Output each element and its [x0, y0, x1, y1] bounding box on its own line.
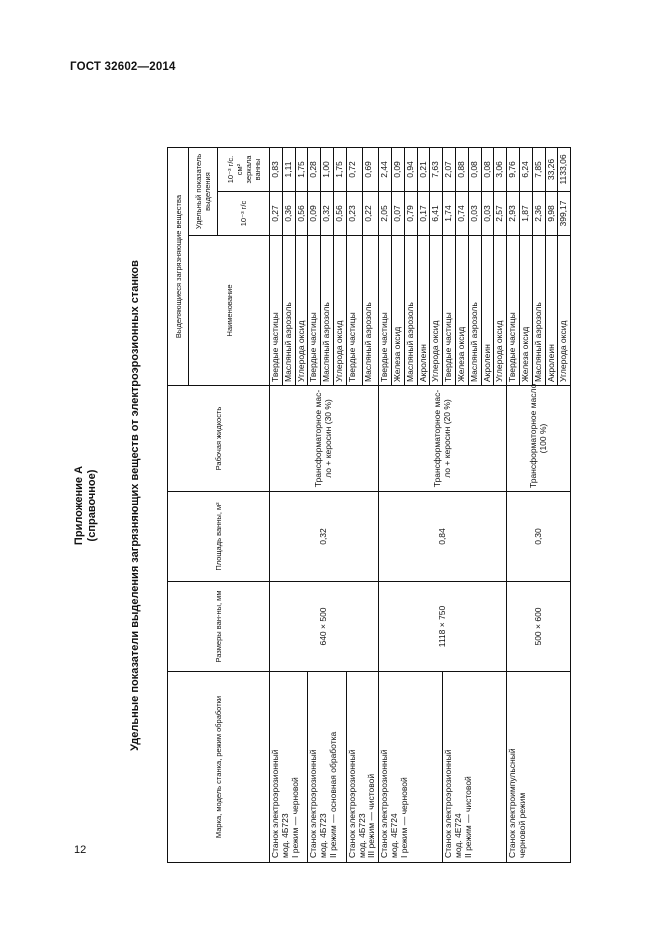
machine-cell-line: мод. 4Б723 — [356, 813, 367, 858]
table-row — [379, 147, 392, 862]
substance-name-cell: Углерода оксид — [558, 236, 571, 386]
value-gs-cell: 0,36 — [282, 192, 295, 236]
bath-size-cell: 1118 × 750 — [379, 582, 507, 672]
value-gs-cell: 0,32 — [321, 192, 334, 236]
fluid-cell-line: Трансформаторное мас- — [313, 389, 324, 488]
machine-cell-line: черновой режим — [516, 792, 527, 858]
value-gs-cm2-cell: 0,08 — [481, 147, 494, 191]
value-gs-cm2-cell: 0,69 — [362, 147, 378, 191]
machine-cell-line: Станок электроэрозионный — [308, 749, 319, 858]
bath-area-cell: 0,32 — [270, 492, 379, 582]
substance-name-cell: Твердые частицы — [270, 236, 283, 386]
value-gs-cm2-cell: 2,44 — [379, 147, 392, 191]
value-gs-cm2-cell: 7,85 — [532, 147, 545, 191]
appendix-title: Приложение А — [73, 465, 85, 546]
column-header-bath-area: Площадь ванны, м² — [168, 492, 270, 582]
appendix-heading — [73, 148, 99, 863]
fluid-cell-line: ло + керосин (30 %) — [323, 399, 334, 478]
substance-name-cell: Акролеин — [417, 236, 430, 386]
value-gs-cm2-cell: 1,11 — [282, 147, 295, 191]
machine-cell-line: мод. 4Е724 — [388, 813, 399, 858]
value-gs-cm2-cell: 7,63 — [430, 147, 443, 191]
value-gs-cell: 0,07 — [391, 192, 404, 236]
value-gs-cell: 0,27 — [270, 192, 283, 236]
value-gs-cell: 1,87 — [519, 192, 532, 236]
value-gs-cm2-cell: 0,09 — [391, 147, 404, 191]
rotated-page-content — [73, 148, 569, 863]
value-gs-cm2-cell: 0,72 — [346, 147, 362, 191]
value-gs-cell: 0,17 — [417, 192, 430, 236]
bath-area-cell: 0,30 — [507, 492, 571, 582]
machine-cell-line: Станок электроимпульсный — [507, 748, 518, 858]
value-gs-cm2-cell: 0,83 — [270, 147, 283, 191]
substance-name-cell: Углерода оксид — [333, 236, 346, 386]
value-gs-cell: 0,56 — [295, 192, 308, 236]
value-gs-cell: 0,09 — [308, 192, 321, 236]
value-gs-cell: 2,05 — [379, 192, 392, 236]
value-gs-cell: 0,22 — [362, 192, 378, 236]
machine-cell-line: I режим — черновой — [289, 777, 300, 858]
substance-name-cell: Акролеин — [545, 236, 558, 386]
substance-name-cell: Твердые частицы — [346, 236, 362, 386]
value-gs-cm2-cell: 1,75 — [333, 147, 346, 191]
substance-name-cell: Железа оксид — [391, 236, 404, 386]
value-gs-cell: 0,56 — [333, 192, 346, 236]
machine-cell-line: III режим — чистовой — [366, 773, 377, 858]
column-header-name: Наименование — [189, 236, 270, 386]
table-title: Удельные показатели выделения загрязняющих веществ от электроэрозионных станков — [129, 260, 141, 751]
machine-cell-line: мод. 4Е724 — [452, 813, 463, 858]
value-gs-cell: 6,41 — [430, 192, 443, 236]
substance-name-cell: Углерода оксид — [295, 236, 308, 386]
value-gs-cell: 0,23 — [346, 192, 362, 236]
column-header-substances: Выделяющиеся загрязняющие вещества — [168, 147, 189, 385]
machine-cell-line: I режим — черновой — [398, 777, 409, 858]
fluid-cell-line: ло + керосин (20 %) — [441, 399, 452, 478]
bath-size-cell: 500 × 600 — [507, 582, 571, 672]
value-gs-cm2-cell: 0,88 — [455, 147, 468, 191]
emissions-table — [167, 147, 571, 863]
value-gs-cm2-cell: 9,76 — [507, 147, 520, 191]
value-gs-cell: 2,57 — [494, 192, 507, 236]
machine-cell — [346, 672, 378, 863]
substance-name-cell: Углерода оксид — [494, 236, 507, 386]
column-header-unit-gs-cm2: 10⁻³ г/с. см² зеркала ванны — [218, 147, 270, 191]
value-gs-cell: 399,17 — [558, 192, 571, 236]
column-header-fluid: Рабочая жидкость — [168, 386, 270, 492]
machine-cell — [270, 672, 308, 863]
substance-name-cell: Масляный аэрозоль — [321, 236, 334, 386]
value-gs-cm2-cell: 3,06 — [494, 147, 507, 191]
value-gs-cm2-cell: 1133,06 — [558, 147, 571, 191]
machine-cell-line: Станок электроэрозионный — [346, 749, 357, 858]
substance-name-cell: Масляный аэрозоль — [362, 236, 378, 386]
column-header-bath-size: Размеры ван-ны, мм — [168, 582, 270, 672]
machine-cell-line: Станок электроэрозионный — [270, 749, 280, 858]
appendix-subtitle: (справочное) — [86, 469, 98, 542]
substance-name-cell: Железа оксид — [455, 236, 468, 386]
value-gs-cell: 0,79 — [404, 192, 417, 236]
fluid-cell — [507, 383, 571, 492]
substance-name-cell: Масляный аэрозоль — [282, 236, 295, 386]
fluid-cell — [379, 386, 507, 492]
value-gs-cell: 9,98 — [545, 192, 558, 236]
value-gs-cell: 2,36 — [532, 192, 545, 236]
bath-area-cell: 0,84 — [379, 492, 507, 582]
substance-name-cell: Железа оксид — [519, 236, 532, 386]
fluid-cell — [270, 386, 379, 492]
value-gs-cm2-cell: 2,07 — [443, 147, 456, 191]
document-code-header: ГОСТ 32602—2014 — [70, 61, 176, 73]
value-gs-cell: 1,74 — [443, 192, 456, 236]
machine-cell-line: Станок электроэрозионный — [443, 749, 454, 858]
column-header-machine: Марка, модель станка, режим обработки — [168, 672, 270, 863]
fluid-cell-line: Трансформаторное мас- — [431, 389, 442, 488]
value-gs-cm2-cell: 0,94 — [404, 147, 417, 191]
substance-name-cell: Масляный аэрозоль — [532, 236, 545, 386]
substance-name-cell: Углерода оксид — [430, 236, 443, 386]
substance-name-cell: Твердые частицы — [308, 236, 321, 386]
table-row — [270, 147, 283, 862]
table-row — [507, 147, 520, 862]
value-gs-cell: 0,03 — [468, 192, 481, 236]
substance-name-cell: Акролеин — [481, 236, 494, 386]
value-gs-cell: 2,93 — [507, 192, 520, 236]
value-gs-cm2-cell: 1,75 — [295, 147, 308, 191]
machine-cell-line: Станок электроэрозионный — [379, 749, 390, 858]
column-header-specific: Удельный показатель выделения — [189, 147, 218, 235]
substance-name-cell: Твердые частицы — [507, 236, 520, 386]
machine-cell — [308, 672, 346, 863]
value-gs-cm2-cell: 1,00 — [321, 147, 334, 191]
value-gs-cm2-cell: 6,24 — [519, 147, 532, 191]
substance-name-cell: Твердые частицы — [443, 236, 456, 386]
value-gs-cell: 0,03 — [481, 192, 494, 236]
machine-cell-line: мод. 4Б723 — [279, 813, 290, 858]
value-gs-cm2-cell: 33,26 — [545, 147, 558, 191]
machine-cell-line: II режим — основная обработка — [327, 731, 338, 858]
value-gs-cm2-cell: 0,21 — [417, 147, 430, 191]
table-body — [270, 147, 571, 862]
value-gs-cm2-cell: 0,28 — [308, 147, 321, 191]
column-header-unit-gs: 10⁻³ г/с — [218, 192, 270, 236]
machine-cell — [443, 672, 507, 863]
substance-name-cell: Твердые частицы — [379, 236, 392, 386]
fluid-cell-line: Трансформаторное масло — [527, 383, 538, 488]
page-number: 12 — [74, 844, 87, 856]
substance-name-cell: Масляный аэрозоль — [468, 236, 481, 386]
machine-cell-line: II режим — чистовой — [462, 776, 473, 858]
bath-size-cell: 640 × 500 — [270, 582, 379, 672]
value-gs-cell: 0,74 — [455, 192, 468, 236]
substance-name-cell: Масляный аэрозоль — [404, 236, 417, 386]
fluid-cell-line: (100 %) — [537, 423, 548, 454]
machine-cell — [507, 672, 571, 863]
machine-cell-line: мод. 4Б723 — [318, 813, 329, 858]
machine-cell — [379, 672, 443, 863]
value-gs-cm2-cell: 0,08 — [468, 147, 481, 191]
